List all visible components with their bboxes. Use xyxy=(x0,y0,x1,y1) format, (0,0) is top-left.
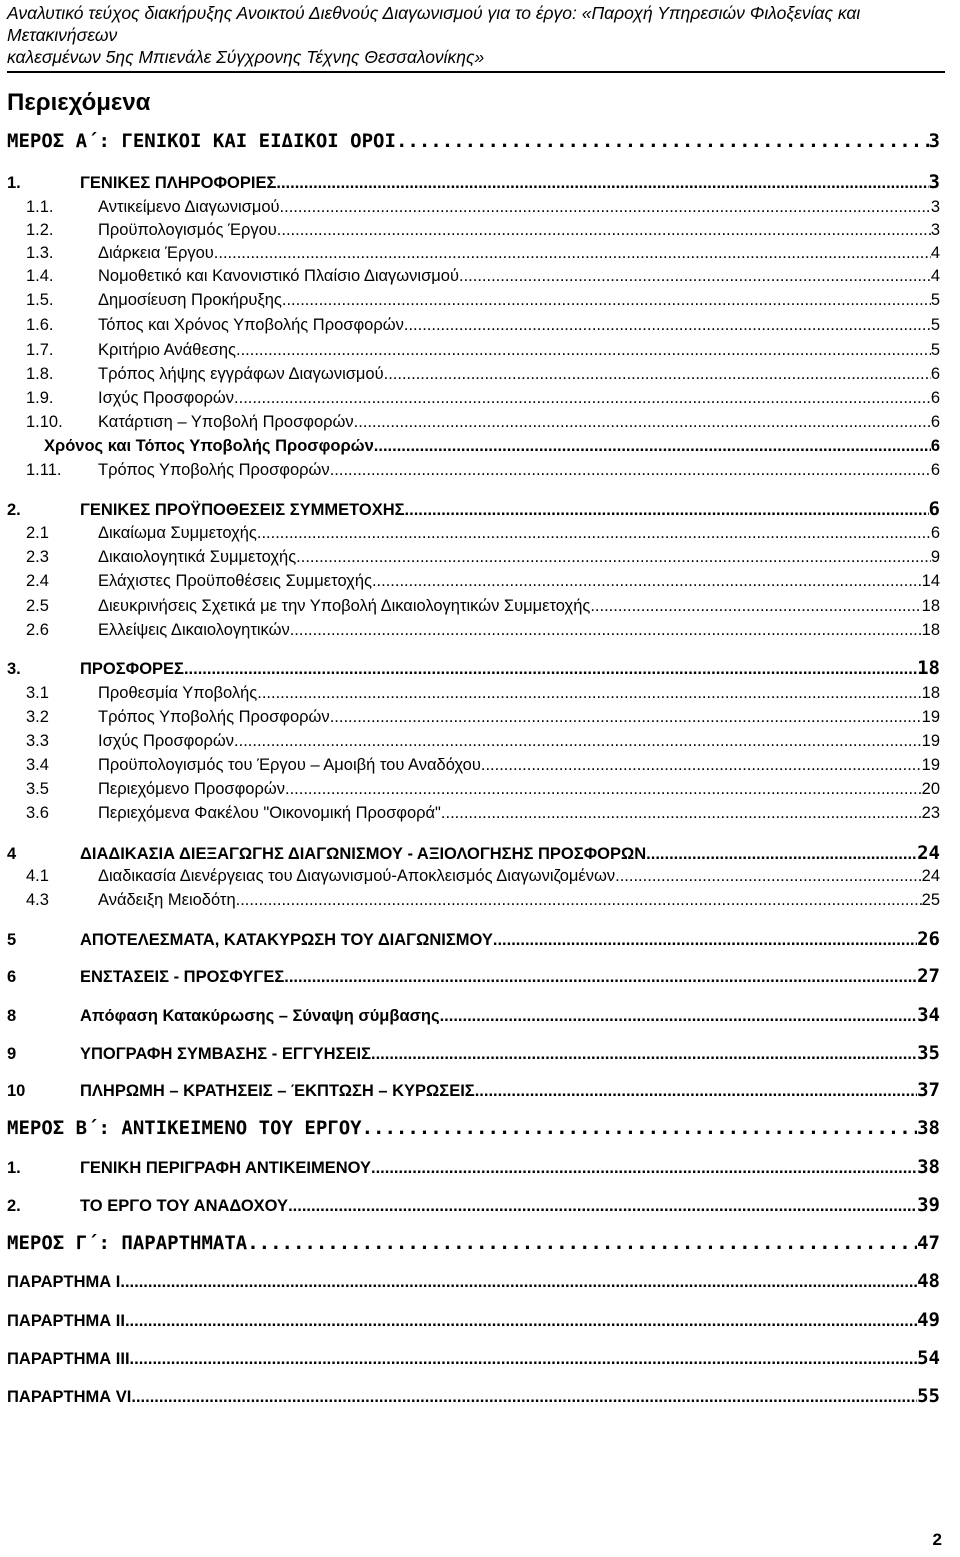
toc-entry-label: Δημοσίευση Προκήρυξης xyxy=(98,291,282,309)
toc-entry-number: 1.8. xyxy=(26,365,54,383)
toc-entry[interactable] xyxy=(26,244,940,263)
toc-entry[interactable] xyxy=(7,965,940,987)
toc-entry[interactable] xyxy=(26,365,940,384)
toc-leader-dots xyxy=(280,198,931,217)
toc-entry-number: 2.4 xyxy=(26,572,49,590)
toc-entry-page: 35 xyxy=(917,1042,940,1064)
toc-entry[interactable] xyxy=(26,461,940,480)
toc-entry-page: 3 xyxy=(930,198,940,216)
toc-entry-page: 18 xyxy=(921,684,940,702)
toc-leader-dots xyxy=(354,413,931,432)
toc-entry-page: 3 xyxy=(928,171,940,193)
toc-entry[interactable] xyxy=(26,524,940,543)
toc-leader-dots xyxy=(646,845,917,864)
toc-entry-label: ΤΟ ΕΡΓΟ ΤΟΥ ΑΝΑΔΟΧΟΥ xyxy=(80,1197,289,1215)
toc-entry[interactable] xyxy=(26,572,940,591)
toc-entry[interactable] xyxy=(26,708,940,727)
toc-entry-page: 18 xyxy=(921,597,940,615)
toc-entry[interactable] xyxy=(26,221,940,240)
page-number: 2 xyxy=(932,1530,942,1549)
toc-leader-dots xyxy=(236,341,931,360)
toc-entry-page: 34 xyxy=(917,1004,940,1026)
toc-entry-label: Περιεχόμενο Προσφορών xyxy=(98,780,286,798)
toc-entry-label: Τρόπος Υποβολής Προσφορών xyxy=(98,461,330,479)
toc-leader-dots xyxy=(440,1007,918,1026)
toc-leader-dots xyxy=(285,780,922,799)
toc-leader-dots xyxy=(257,684,921,703)
toc-entry-label: Ελάχιστες Προϋποθέσεις Συμμετοχής xyxy=(98,572,372,590)
toc-leader-dots xyxy=(384,365,931,384)
toc-entry-label: Δικαιολογητικά Συμμετοχής xyxy=(98,548,297,566)
toc-leader-dots xyxy=(257,524,931,543)
toc-leader-dots xyxy=(290,621,922,640)
toc-entry-label: Ανάδειξη Μειοδότη xyxy=(98,891,236,909)
toc-entry-page: 38 xyxy=(917,1156,940,1178)
toc-entry[interactable] xyxy=(7,130,940,152)
toc-entry-number: 4.3 xyxy=(26,891,49,909)
toc-entry-number: 2.3 xyxy=(26,548,49,566)
toc-entry-number: 8 xyxy=(7,1007,17,1025)
toc-entry-page: 48 xyxy=(917,1270,940,1292)
toc-leader-dots xyxy=(615,867,922,886)
toc-entry[interactable] xyxy=(26,291,940,310)
toc-entry-number: 1.2. xyxy=(26,221,54,239)
toc-entry-page: 23 xyxy=(921,804,940,822)
toc-leader-dots xyxy=(405,501,929,520)
toc-leader-dots xyxy=(234,389,931,408)
toc-entry-label: Ελλείψεις Δικαιολογητικών xyxy=(98,621,290,639)
toc-leader-dots xyxy=(120,1273,917,1292)
toc-entry-page: 6 xyxy=(930,437,940,455)
toc-entry-number: 2.6 xyxy=(26,621,49,639)
toc-entry-number: 4 xyxy=(7,845,17,863)
toc-entry-page: 5 xyxy=(930,341,940,359)
toc-entry-page: 6 xyxy=(928,498,940,520)
toc-entry[interactable] xyxy=(7,657,940,679)
toc-entry-number: 1. xyxy=(7,174,21,192)
toc-entry[interactable] xyxy=(7,1042,940,1064)
toc-entry-page: 47 xyxy=(917,1232,940,1254)
toc-entry-page: 54 xyxy=(917,1347,940,1369)
toc-entry-page: 6 xyxy=(930,365,940,383)
toc-entry-label: ΠΛΗΡΩΜΗ – ΚΡΑΤΗΣΕΙΣ – ΈΚΠΤΩΣΗ – ΚΥΡΩΣΕΙΣ xyxy=(80,1082,475,1100)
toc-entry-number: 2. xyxy=(7,501,21,519)
toc-entry[interactable] xyxy=(26,267,940,286)
toc-entry-number: 3. xyxy=(7,660,21,678)
toc-entry-page: 24 xyxy=(921,867,940,885)
toc-entry-number: 1.1. xyxy=(26,198,54,216)
toc-leader-dots xyxy=(282,291,931,310)
toc-entry-label: ΠΑΡΑΡΤΗΜΑ VI xyxy=(7,1388,132,1406)
toc-entry-number: 3.6 xyxy=(26,804,49,822)
toc-entry[interactable] xyxy=(7,171,940,193)
toc-leader-dots xyxy=(296,548,931,567)
toc-leader-dots xyxy=(276,174,928,193)
toc-entry-page: 49 xyxy=(917,1309,940,1331)
toc-entry-page: 26 xyxy=(917,928,940,950)
toc-entry-label: Προθεσμία Υποβολής xyxy=(98,684,258,702)
toc-entry[interactable] xyxy=(7,1347,940,1369)
toc-entry-number: 3.3 xyxy=(26,732,49,750)
toc-entry-page: 5 xyxy=(930,291,940,309)
toc-entry-page: 6 xyxy=(930,461,940,479)
toc-leader-dots xyxy=(374,437,931,456)
toc-entry-label: ΑΠΟΤΕΛΕΣΜΑΤΑ, ΚΑΤΑΚΥΡΩΣΗ ΤΟΥ ΔΙΑΓΩΝΙΣΜΟΥ xyxy=(80,931,493,949)
toc-entry-number: 2.1 xyxy=(26,524,49,542)
toc-entry-number: 1.3. xyxy=(26,244,54,262)
toc-entry-page: 38 xyxy=(917,1117,940,1139)
toc-entry-label: ΓΕΝΙΚΗ ΠΕΡΙΓΡΑΦΗ ΑΝΤΙΚΕΙΜΕΝΟΥ xyxy=(80,1159,371,1177)
toc-entry-label: Προϋπολογισμός του Έργου – Αμοιβή του Αναδόχου xyxy=(98,756,481,774)
toc-entry-page: 6 xyxy=(930,413,940,431)
toc-entry[interactable] xyxy=(26,316,940,335)
toc-entry[interactable] xyxy=(26,684,940,703)
toc-entry[interactable] xyxy=(26,867,940,886)
toc-entry-number: 3.4 xyxy=(26,756,49,774)
toc-entry-page: 19 xyxy=(921,756,940,774)
toc-entry-label: Αντικείμενο Διαγωνισμού xyxy=(98,198,280,216)
toc-leader-dots xyxy=(284,968,917,987)
toc-entry[interactable] xyxy=(7,1004,940,1026)
toc-entry-label: ΥΠΟΓΡΑΦΗ ΣΥΜΒΑΣΗΣ - ΕΓΓΥΗΣΕΙΣ xyxy=(80,1045,371,1063)
toc-entry-label: Ισχύς Προσφορών xyxy=(98,389,235,407)
toc-entry-number: 1.5. xyxy=(26,291,54,309)
toc-entry-label: Περιεχόμενα Φακέλου "Οικονομική Προσφορά" xyxy=(98,804,441,822)
toc-entry[interactable] xyxy=(26,891,940,910)
toc-entry-page: 14 xyxy=(921,572,940,590)
toc-leader-dots xyxy=(236,891,922,910)
toc-entry-page: 19 xyxy=(921,732,940,750)
toc-entry[interactable] xyxy=(7,1079,940,1101)
toc-entry[interactable] xyxy=(26,413,940,432)
toc-entry-label: Διευκρινήσεις Σχετικά με την Υποβολή Δικαιολογητικών Συμμετοχής xyxy=(98,597,591,615)
toc-entry-page: 19 xyxy=(921,708,940,726)
toc-entry-label: Νομοθετικό και Κανονιστικό Πλαίσιο Διαγωνισμού xyxy=(98,267,459,285)
toc-entry[interactable] xyxy=(44,437,940,456)
toc-leader-dots xyxy=(247,1232,917,1254)
toc-entry-number: 3.1 xyxy=(26,684,49,702)
toc-leader-dots xyxy=(493,931,917,950)
toc-entry-number: 9 xyxy=(7,1045,17,1063)
toc-entry[interactable] xyxy=(26,756,940,775)
toc-entry-label: ΜΕΡΟΣ Γ΄: ΠΑΡΑΡΤΗΜΑΤΑ xyxy=(7,1232,248,1254)
toc-leader-dots xyxy=(184,660,917,679)
toc-entry-label: ΜΕΡΟΣ Α΄: ΓΕΝΙΚΟΙ ΚΑΙ ΕΙΔΙΚΟΙ ΟΡΟΙ xyxy=(7,130,396,152)
toc-leader-dots xyxy=(441,804,922,823)
toc-entry-number: 4.1 xyxy=(26,867,49,885)
toc-entry[interactable] xyxy=(26,548,940,567)
toc-entry[interactable] xyxy=(26,804,940,823)
toc-leader-dots xyxy=(481,756,922,775)
toc-entry-number: 6 xyxy=(7,968,17,986)
toc-entry[interactable] xyxy=(7,928,940,950)
toc-leader-dots xyxy=(362,1117,918,1139)
toc-entry-page: 6 xyxy=(930,524,940,542)
toc-entry-page: 37 xyxy=(917,1079,940,1101)
toc-entry-number: 1.7. xyxy=(26,341,54,359)
toc-leader-dots xyxy=(371,1045,917,1064)
toc-leader-dots xyxy=(404,316,931,335)
toc-entry-number: 3.5 xyxy=(26,780,49,798)
header-line-2: καλεσμένων 5ης Μπιενάλε Σύγχρονης Τέχνης Θεσσαλονίκης» xyxy=(7,47,485,67)
toc-entry-number: 2.5 xyxy=(26,597,49,615)
toc-leader-dots xyxy=(125,1312,917,1331)
toc-leader-dots xyxy=(459,267,931,286)
toc-entry-number: 1.10. xyxy=(26,413,63,431)
document-header xyxy=(7,2,945,73)
toc-entry-page: 3 xyxy=(928,130,940,152)
toc-entry-label: ΠΡΟΣΦΟΡΕΣ xyxy=(80,660,184,678)
toc-entry[interactable] xyxy=(7,1194,940,1216)
toc-entry-label: Κατάρτιση – Υποβολή Προσφορών xyxy=(98,413,354,431)
toc-entry-page: 5 xyxy=(930,316,940,334)
toc-leader-dots xyxy=(590,597,921,616)
toc-entry-label: Απόφαση Κατακύρωσης – Σύναψη σύμβασης xyxy=(80,1007,440,1025)
toc-entry[interactable] xyxy=(7,842,940,864)
toc-entry-number: 1.9. xyxy=(26,389,54,407)
toc-leader-dots xyxy=(330,461,931,480)
header-line-1: Αναλυτικό τεύχος διακήρυξης Ανοικτού Διεθνούς Διαγωνισμού για το έργο: «Παροχή Υπηρεσιών Φιλοξενίας και Μετακινήσεων xyxy=(7,3,861,45)
toc-leader-dots xyxy=(371,1159,917,1178)
toc-entry-label: ΜΕΡΟΣ Β΄: ΑΝΤΙΚΕΙΜΕΝΟ ΤΟΥ ΕΡΓΟΥ xyxy=(7,1117,362,1139)
toc-entry-page: 3 xyxy=(930,221,940,239)
toc-entry-page: 24 xyxy=(917,842,940,864)
toc-entry-label: ΠΑΡΑΡΤΗΜΑ Ι xyxy=(7,1273,121,1291)
toc-entry-page: 27 xyxy=(917,965,940,987)
toc-entry-number: 1.4. xyxy=(26,267,54,285)
toc-entry-label: Προϋπολογισμός Έργου xyxy=(98,221,277,239)
toc-entry-number: 1.11. xyxy=(26,461,62,479)
toc-entry[interactable] xyxy=(7,1232,940,1254)
toc-entry-label: ΓΕΝΙΚΕΣ ΠΛΗΡΟΦΟΡΙΕΣ xyxy=(80,174,277,192)
toc-entry-label: Τόπος και Χρόνος Υποβολής Προσφορών xyxy=(98,316,404,334)
toc-entry-label: ΠΑΡΑΡΤΗΜΑ ΙΙΙ xyxy=(7,1350,130,1368)
toc-leader-dots xyxy=(372,572,922,591)
toc-leader-dots xyxy=(234,732,922,751)
toc-entry-label: Τρόπος Υποβολής Προσφορών xyxy=(98,708,330,726)
toc-entry[interactable] xyxy=(26,341,940,360)
toc-entry-label: Διαδικασία Διενέργειας του Διαγωνισμού-Αποκλεισμός Διαγωνιζομένων xyxy=(98,867,616,885)
toc-entry-page: 18 xyxy=(921,621,940,639)
toc-entry-number: 5 xyxy=(7,931,17,949)
toc-entry-label: ΔΙΑΔΙΚΑΣΙΑ ΔΙΕΞΑΓΩΓΗΣ ΔΙΑΓΩΝΙΣΜΟΥ - ΑΞΙΟΛΟΓΗΣΗΣ ΠΡΟΣΦΟΡΩΝ xyxy=(80,845,647,863)
toc-entry-page: 39 xyxy=(917,1194,940,1216)
toc-entry-page: 20 xyxy=(921,780,940,798)
toc-leader-dots xyxy=(330,708,922,727)
toc-entry-page: 25 xyxy=(921,891,940,909)
toc-entry[interactable] xyxy=(7,1385,940,1407)
toc-entry-number: 2. xyxy=(7,1197,21,1215)
toc-entry-number: 10 xyxy=(7,1082,26,1100)
toc-leader-dots xyxy=(131,1388,917,1407)
toc-entry-page: 4 xyxy=(930,267,940,285)
toc-entry-page: 6 xyxy=(930,389,940,407)
toc-entry[interactable] xyxy=(7,498,940,520)
toc-leader-dots xyxy=(475,1082,917,1101)
toc-entry[interactable] xyxy=(7,1117,940,1139)
toc-leader-dots xyxy=(277,221,931,240)
toc-title: Περιεχόμενα xyxy=(7,89,151,116)
toc-entry-label: Δικαίωμα Συμμετοχής xyxy=(98,524,257,542)
toc-entry-number: 1. xyxy=(7,1159,21,1177)
toc-entry-label: Κριτήριο Ανάθεσης xyxy=(98,341,236,359)
toc-entry-label: Ισχύς Προσφορών xyxy=(98,732,235,750)
toc-entry[interactable] xyxy=(26,780,940,799)
toc-entry[interactable] xyxy=(26,597,940,616)
toc-entry-label: Διάρκεια Έργου xyxy=(98,244,214,262)
toc-entry[interactable] xyxy=(26,621,940,640)
toc-entry-label: Τρόπος λήψης εγγράφων Διαγωνισμού xyxy=(98,365,384,383)
toc-entry-page: 9 xyxy=(930,548,940,566)
toc-leader-dots xyxy=(396,130,929,152)
toc-entry-page: 4 xyxy=(930,244,940,262)
toc-entry[interactable] xyxy=(26,389,940,408)
toc-entry[interactable] xyxy=(7,1309,940,1331)
toc-leader-dots xyxy=(214,244,931,263)
toc-entry-label: ΓΕΝΙΚΕΣ ΠΡΟΫΠΟΘΕΣΕΙΣ ΣΥΜΜΕΤΟΧΗΣ xyxy=(80,501,405,519)
toc-leader-dots xyxy=(288,1197,917,1216)
toc-entry-page: 18 xyxy=(917,657,940,679)
toc-entry-number: 3.2 xyxy=(26,708,49,726)
toc-entry-number: 1.6. xyxy=(26,316,54,334)
toc-entry[interactable] xyxy=(26,198,940,217)
toc-entry-page: 55 xyxy=(917,1385,940,1407)
toc-entry[interactable] xyxy=(7,1270,940,1292)
toc-entry-label: ΠΑΡΑΡΤΗΜΑ ΙΙ xyxy=(7,1312,125,1330)
toc-entry[interactable] xyxy=(26,732,940,751)
toc-entry-label: ΕΝΣΤΑΣΕΙΣ - ΠΡΟΣΦΥΓΕΣ xyxy=(80,968,285,986)
toc-entry[interactable] xyxy=(7,1156,940,1178)
toc-leader-dots xyxy=(130,1350,918,1369)
toc-entry-label: Χρόνος και Τόπος Υποβολής Προσφορών xyxy=(44,437,374,455)
